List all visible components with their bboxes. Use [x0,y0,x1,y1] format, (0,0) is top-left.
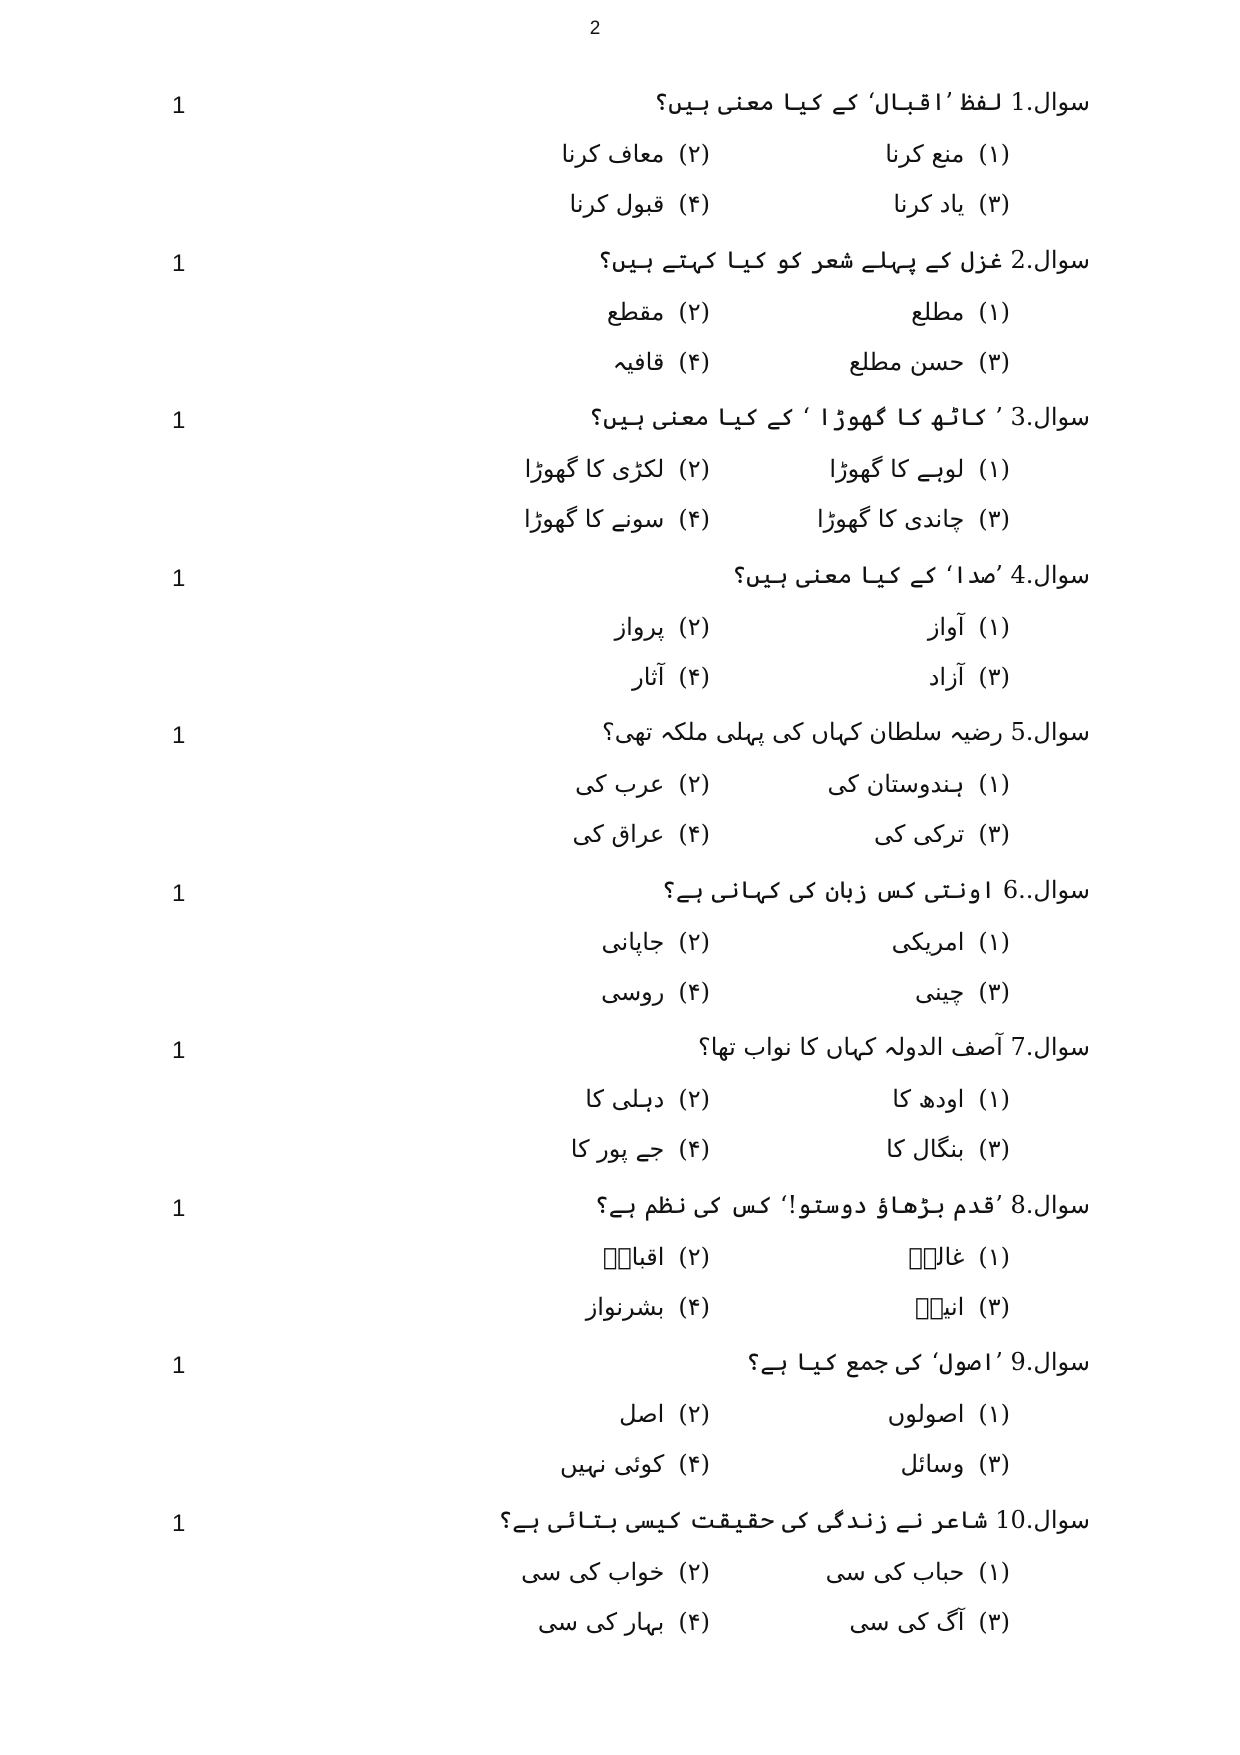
question-marks: 1 [172,1037,186,1064]
option-text: سونے کا گھوڑا [523,505,665,533]
question-block [0,399,1240,557]
answer-option [900,1450,1010,1478]
option-text: انیسؔ [914,1292,965,1321]
answer-option [524,505,710,533]
answer-option [586,1293,710,1321]
question-block [0,1502,1240,1660]
question-marks: 1 [172,1194,186,1222]
question-block [0,1187,1240,1345]
answer-option [603,1243,710,1271]
answer-option [560,1450,710,1478]
answer-option [915,978,1010,1006]
option-number: (۱) [978,455,1010,483]
answer-option [602,928,710,956]
question-text: سوال.8 ’قدم بڑھاؤ دوستو!‘ کس کی نظم ہے؟ [594,1190,1090,1219]
option-number: (۴) [678,1135,710,1163]
question-text: سوال.10 شاعر نے زندگی کی حقیقت کیسی بتائی ہے؟ [498,1505,1090,1534]
option-number: (۲) [678,927,710,956]
question-marks: 1 [172,564,186,592]
option-text: بنگال کا [886,1135,965,1163]
option-text: معاف کرنا [561,140,665,168]
option-number: (۱) [978,612,1010,641]
answer-option [615,613,710,641]
option-text: بہار کی سی [537,1607,665,1636]
option-text: قافیہ [612,347,665,376]
question-marks: 1 [172,1509,186,1537]
option-text: آگ کی سی [849,1607,965,1636]
option-text: روسی [601,977,665,1006]
answer-option [886,1135,1010,1163]
answer-option [911,298,1010,326]
option-text: یاد کرنا [893,190,965,218]
option-number: (۲) [678,297,710,326]
answer-option [561,140,710,168]
question-text: سوال.2 غزل کے پہلے شعر کو کیا کہتے ہیں؟ [597,245,1090,274]
option-text: اودھ کا [892,1085,965,1113]
option-number: (۱) [978,1085,1010,1113]
option-number: (۱) [978,1557,1010,1586]
option-number: (۳) [978,662,1010,691]
option-number: (۱) [978,770,1010,798]
answer-option [570,190,710,218]
option-number: (۴) [678,1450,710,1478]
question-marks: 1 [172,1352,186,1379]
option-number: (۲) [678,612,710,641]
option-number: (۳) [978,190,1010,218]
answer-option [892,928,1010,956]
option-text: مطلع [911,297,965,326]
option-number: (۱) [978,1400,1010,1428]
answer-option [828,770,1010,798]
option-text: جاپانی [601,927,665,956]
option-text: پرواز [614,612,665,641]
question-text: سوال.1 لفظ ’اقبال‘ کے کیا معنی ہیں؟ [654,88,1090,116]
answer-option [585,1085,710,1113]
answer-option [915,1293,1010,1321]
answer-option [849,348,1010,376]
option-number: (۲) [678,770,710,798]
option-number: (۳) [978,1607,1010,1636]
option-number: (۲) [678,1557,710,1586]
option-text: آثار [632,662,665,691]
option-text: آزاد [928,662,965,691]
option-text: لکڑی کا گھوڑا [524,455,665,483]
option-text: منع کرنا [885,140,965,168]
question-text: سوال.7 آصف الدولہ کہاں کا نواب تھا؟ [697,1033,1090,1061]
option-text: بشرنواز [585,1292,665,1321]
question-marks: 1 [172,249,186,277]
answer-option [892,1085,1010,1113]
question-block [0,242,1240,400]
option-text: اصولوں [887,1400,965,1428]
question-marks: 1 [172,879,186,907]
option-number: (۲) [678,1400,710,1428]
option-number: (۳) [978,1135,1010,1163]
question-text: سوال.4 ’صدا‘ کے کیا معنی ہیں؟ [732,560,1090,589]
option-number: (۴) [678,820,710,848]
answer-option [538,1608,710,1636]
option-text: اصل [619,1400,665,1428]
question-marks: 1 [172,92,186,119]
answer-option [613,348,710,376]
option-number: (۲) [678,455,710,483]
option-text: قبول کرنا [569,190,665,218]
answer-option [885,140,1010,168]
option-number: (۴) [678,977,710,1006]
option-text: حباب کی سی [825,1557,965,1586]
option-number: (۱) [978,140,1010,168]
option-text: دہلی کا [585,1085,665,1113]
answer-option [874,820,1010,848]
answer-option [893,190,1010,218]
option-number: (۴) [678,1292,710,1321]
question-text: سوال.3 ’ کاٹھ کا گھوڑا ‘ کے کیا معنی ہیں؟ [589,403,1090,431]
question-marks: 1 [172,722,186,749]
answer-option [908,1243,1010,1271]
answer-option [826,1558,1010,1586]
question-block [0,1029,1240,1187]
answer-option [817,505,1010,533]
answer-option [607,298,710,326]
option-text: غالبؔ [908,1242,965,1271]
page-number: 2 [589,18,601,39]
option-number: (۳) [978,347,1010,376]
option-number: (۴) [678,190,710,218]
option-number: (۴) [678,662,710,691]
option-number: (۱) [978,1242,1010,1271]
question-block [0,557,1240,715]
question-text: سوال.5 رضیہ سلطان کہاں کی پہلی ملکہ تھی؟ [601,718,1090,746]
option-number: (۳) [978,1292,1010,1321]
option-number: (۳) [978,977,1010,1006]
question-block [0,714,1240,872]
option-text: چینی [915,977,965,1006]
option-text: خواب کی سی [521,1557,665,1586]
question-marks: 1 [172,407,186,434]
option-number: (۲) [678,1242,710,1271]
option-text: کوئی نہیں [559,1450,665,1478]
option-text: حسن مطلع [848,347,965,376]
option-number: (۴) [678,347,710,376]
option-number: (۲) [678,1085,710,1113]
answer-option [849,1608,1010,1636]
option-text: اقبالؔ [602,1242,665,1271]
answer-option [829,455,1010,483]
option-text: لوہے کا گھوڑا [829,455,965,483]
option-number: (۱) [978,927,1010,956]
option-number: (۱) [978,297,1010,326]
option-text: جے پور کا [570,1135,665,1163]
option-text: ہندوستان کی [827,770,965,798]
option-text: چاندی کا گھوڑا [817,505,965,533]
question-text: سوال.9 ’اصول‘ کی جمع کیا ہے؟ [746,1348,1090,1376]
option-text: عراق کی [572,820,665,848]
question-block [0,872,1240,1030]
question-block [0,1344,1240,1502]
option-number: (۴) [678,1607,710,1636]
answer-option [521,1558,710,1586]
option-text: وسائل [900,1450,965,1478]
option-number: (۳) [978,1450,1010,1478]
answer-option [619,1400,710,1428]
option-number: (۲) [678,140,710,168]
answer-option [572,820,710,848]
answer-option [928,613,1010,641]
option-text: مقطع [606,297,665,326]
option-text: آواز [927,612,965,641]
option-number: (۳) [978,505,1010,533]
question-block [0,84,1240,242]
answer-option [601,978,710,1006]
question-text: سوال..6 اونتی کس زبان کی کہانی ہے؟ [661,875,1090,904]
answer-option [571,1135,710,1163]
option-number: (۳) [978,820,1010,848]
answer-option [929,663,1010,691]
answer-option [632,663,710,691]
answer-option [888,1400,1010,1428]
option-text: ترکی کی [873,820,965,848]
option-text: امریکی [891,927,965,956]
question-list [0,84,1240,1659]
option-text: عرب کی [575,770,665,798]
answer-option [525,455,710,483]
answer-option [575,770,710,798]
option-number: (۴) [678,505,710,533]
